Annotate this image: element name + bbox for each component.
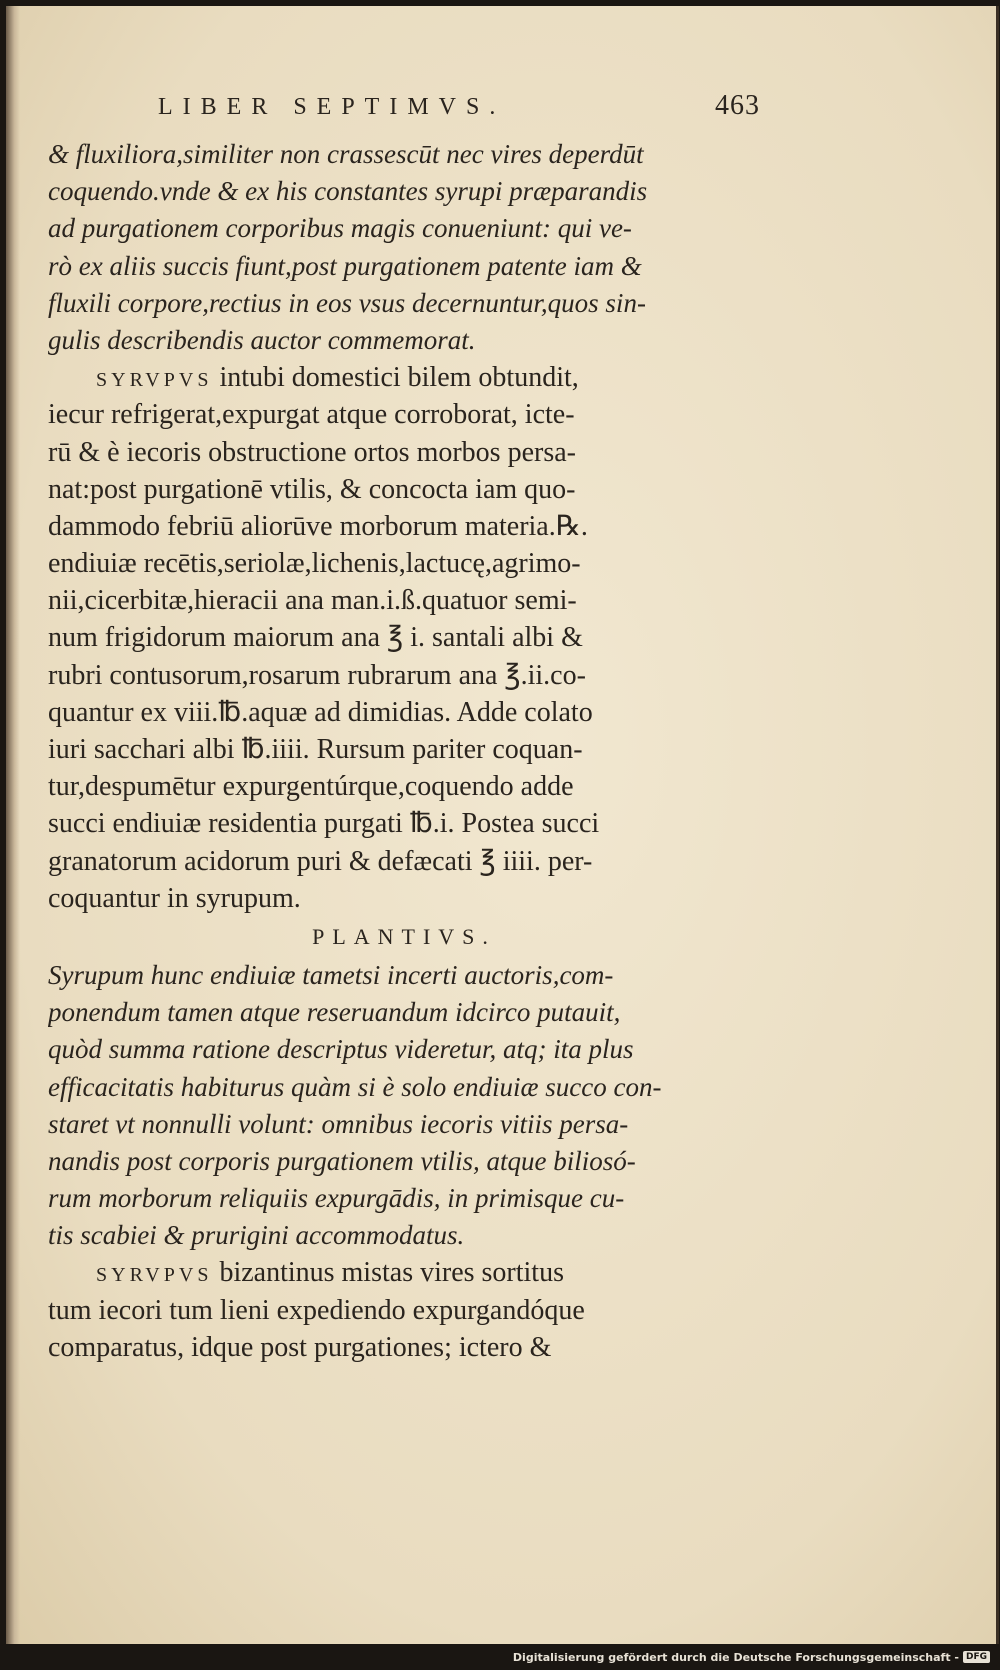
running-head-title: LIBER SEPTIMVS. [158, 94, 506, 120]
paragraph-italic-intro [48, 136, 760, 359]
text-block [48, 90, 760, 1366]
text-line: rū & è iecoris obstructione ortos morbos persa- [48, 436, 576, 468]
text-line: quantur ex viii.℔.aquæ ad dimidias. Adde colato [48, 696, 593, 728]
digitization-footer [0, 1644, 1000, 1670]
text-line: nandis post corporis purgationem vtilis, atque biliosó- [48, 1145, 636, 1176]
text-line: SYRVPVS intubi domestici bilem obtundit, [96, 362, 579, 394]
text-line: efficacitatis habiturus quàm si è solo endiuiæ succo con- [48, 1071, 662, 1102]
text-line: comparatus, idque post purgationes; ictero & [48, 1331, 552, 1363]
paragraph-syrupus-bizantinus [48, 1254, 760, 1366]
small-caps-lead: SYRVPVS [96, 1264, 213, 1287]
text-line: tum iecori tum lieni expediendo expurgandóque [48, 1294, 585, 1326]
text-line: dammodo febriū aliorūve morborum materia.℞. [48, 510, 588, 542]
text-line: SYRVPVS bizantinus mistas vires sortitus [96, 1257, 564, 1289]
text-line: rubri contusorum,rosarum rubrarum ana ℥.ii.co- [48, 659, 586, 691]
text-line: iecur refrigerat,expurgat atque corroborat, icte- [48, 399, 575, 431]
small-caps-lead: SYRVPVS [96, 369, 213, 392]
text-line: rò ex aliis succis fiunt,post purgationem patente iam & [48, 250, 642, 281]
text-line: succi endiuiæ residentia purgati ℔.i. Postea succi [48, 808, 600, 840]
text-line: iuri sacchari albi ℔.iiii. Rursum pariter coquan- [48, 734, 583, 765]
text-line: fluxili corpore,rectius in eos vsus decernuntur,quos sin- [48, 287, 646, 318]
text-line: granatorum acidorum puri & defæcati ℥ iiii. per- [48, 845, 593, 877]
text-line: coquantur in syrupum. [48, 882, 301, 914]
text-line: nat:post purgationē vtilis, & concocta iam quo- [48, 473, 576, 505]
text-line: nii,cicerbitæ,hieracii ana man.i.ß.quatuor semi- [48, 585, 577, 617]
funding-credit: Digitalisierung gefördert durch die Deutsche Forschungsgemeinschaft - [512, 1650, 959, 1664]
text-line: coquendo.vnde & ex his constantes syrupi præparandis [48, 176, 648, 207]
text-line: gulis describendis auctor commemorat. [48, 324, 476, 355]
text-line: rum morborum reliquiis expurgādis, in primisque cu- [48, 1183, 625, 1214]
text-line: staret vt nonnulli volunt: omnibus iecoris vitiis persa- [48, 1108, 629, 1139]
text-line: tur,despumētur expurgentúrque,coquendo adde [48, 771, 574, 803]
text-line: tis scabiei & prurigini accommodatus. [48, 1220, 465, 1251]
text-line: & fluxiliora,similiter non crassescūt nec vires deperdūt [48, 139, 644, 169]
text-line: ponendum tamen atque reseruandum idcirco putauit, [48, 997, 621, 1028]
running-head [48, 90, 760, 130]
dfg-logo: DFG [963, 1651, 990, 1663]
text-line: ad purgationem corporibus magis conueniunt: qui ve- [48, 213, 632, 244]
text-line: endiuiæ recētis,seriolæ,lichenis,lactucę,agrimo- [48, 548, 581, 580]
page-number: 463 [715, 90, 760, 121]
paragraph-plantius-commentary [48, 957, 760, 1255]
paragraph-syrupus-intubi [48, 359, 760, 917]
text-line: num frigidorum maiorum ana ℥ i. santali albi & [48, 622, 583, 654]
text-line: Syrupum hunc endiuiæ tametsi incerti auctoris,com- [48, 959, 614, 990]
book-page [6, 6, 999, 1644]
text-line: quòd summa ratione descriptus videretur, atq; ita plus [48, 1034, 634, 1065]
page-gutter-shadow [6, 6, 20, 1644]
section-heading: PLANTIVS. [312, 923, 496, 949]
